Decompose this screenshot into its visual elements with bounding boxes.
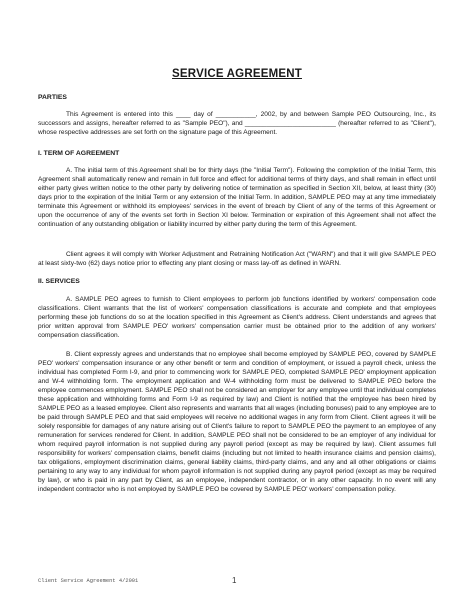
section-heading-services: II. SERVICES [38,278,80,285]
services-paragraph-b: B. Client expressly agrees and understands that no employee shall become employed by SAMPLE PEO, covered by SAMPLE PEO' workers' compensation insurance or any other benefit or term and condition of employment, or issued a payroll check, unless the individual has completed Form I-9, and prior to commencing work for SAMPLE PEO, completed SAMPLE PEO' employment application and W-4 withholding form. The employment application and W-4 withholding form must be delivered to SAMPLE PEO before the employee commences employment. SAMPLE PEO shall not be considered an employer for any employee until that individual completes these application and withholding forms and Form I-9 as required by law) and Client is notified that the employee has been hired by SAMPLE PEO as a leased employee. Client also represents and warrants that all wages (including bonuses) paid to any employee are to be paid through SAMPLE PEO and that said employees will receive no additional wages in any form from Client. Client agrees it will be solely responsible for damages of any nature arising out of Client's failure to report to SAMPLE PEO the payment to an employee of any remuneration for services rendered for Client. In addition, SAMPLE PEO shall not be considered to be an employer of any individual for whom required payroll information is not supplied during any payroll period (except as may be required by law). Client assumes full responsibility for workers' compensation claims, benefit claims (including but not limited to health insurance claims and pension claims), tax obligations, employment discrimination claims, general liability claims, third-party claims, and any and all other obligations or claims pertaining to any way to any individual for whom payroll information is not supplied during any payroll period (except as may be required by law), or who is paid in any part by Client, as an employee, independent contractor, or in any other capacity. In no event will any independent contractor who is not employed by SAMPLE PEO be covered by SAMPLE PEO' workers' compensation policy. [38,351,436,493]
page-number: 1 [232,576,237,585]
term-paragraph-a: A. The initial term of this Agreement shall be for thirty days (the "Initial Term"). Following the completion of the Initial Term, this Agreement shall automatically renew and remain in full force and effect for additional terms of thirty days, and shall remain in effect until either party gives written notice to the other party by delivering notice of termination as specified in Section XII, below, at least thirty (30) days prior to the expiration of the Initial Term or any extension of the Initial Term. In addition, SAMPLE PEO may at any time immediately terminate this Agreement or withhold its employees' services in the event of breach by Client of any of the terms of this Agreement or upon the occurrence of any of the events set forth in Section XI below. Termination or expiration of this Agreement shall not affect the continuation of any outstanding obligation or liability incurred by either party during the term of this Agreement. [38,167,436,228]
section-heading-parties: PARTIES [38,94,67,101]
section-heading-term: I. TERM OF AGREEMENT [38,150,120,157]
parties-paragraph: This Agreement is entered into this ____ day of ___________, 2002, by and between Sample PEO Outsourcing, Inc., its successors and assigns, hereafter referred to as "Sample PEO"), and _________________________ (hereafter referred to as "Client"), whose respective addresses are set forth on the signature page of this Agreement. [38,111,436,136]
document-title: SERVICE AGREEMENT [172,68,302,80]
footer-document-label: Client Service Agreement 4/2001 [38,578,139,584]
services-paragraph-a: A. SAMPLE PEO agrees to furnish to Client employees to perform job functions identified by workers' compensation code classifications. Client warrants that the list of workers' compensation classifications is accurate and complete and that employees performing these job functions do so at the location specified in this Agreement as Client's address. Client understands and agrees that prior written approval from SAMPLE PEO' workers' compensation carrier must be obtained prior to the addition of any workers' compensation classification. [38,296,436,339]
term-paragraph-warn: Client agrees it will comply with Worker Adjustment and Retraining Notification Act ("WARN") and that it will give SAMPLE PEO at least sixty-two (62) days notice prior to effecting any plant closing or mass lay-off as defined in WARN. [38,251,436,267]
